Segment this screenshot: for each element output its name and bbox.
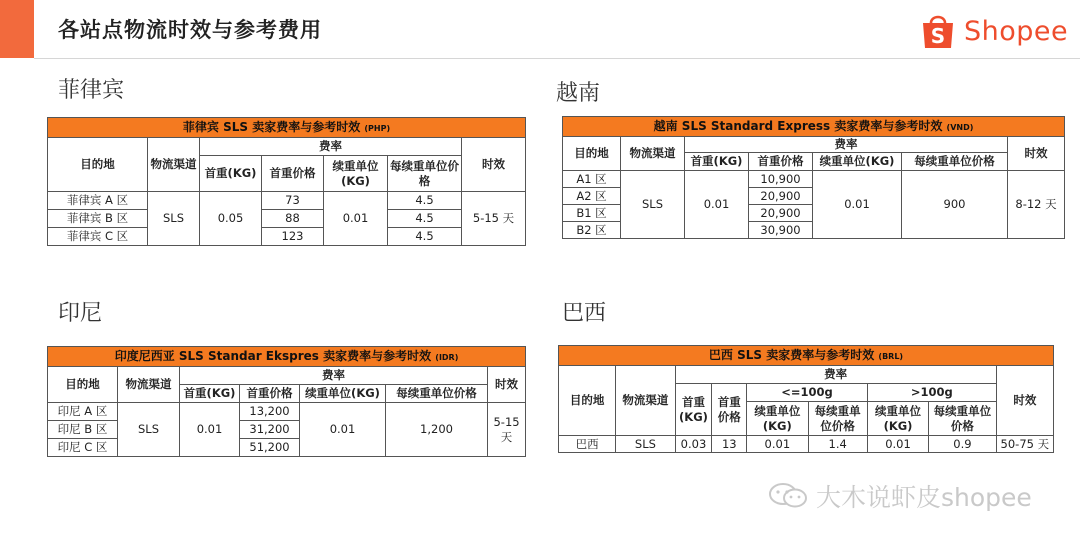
ph-header-time: 时效: [462, 138, 526, 192]
svg-text:S: S: [930, 24, 946, 48]
id-header-cont-price: 每续重单位价格: [386, 385, 488, 403]
br-first-price: 13: [712, 436, 747, 453]
table-row: [48, 228, 526, 246]
logo-text: Shopee: [964, 16, 1069, 47]
id-first-price-c: 51,200: [240, 439, 300, 457]
id-header-first-price: 首重价格: [240, 385, 300, 403]
vn-table-caption: 越南 SLS Standard Express 卖家费率与参考时效 (VND): [563, 117, 1065, 137]
id-first-price-a: 13,200: [240, 403, 300, 421]
id-table-caption: 印度尼西亚 SLS Standar Ekspres 卖家费率与参考时效 (IDR): [48, 347, 526, 367]
br-header-first-price: 首重价格: [712, 384, 747, 436]
shopee-logo: [918, 10, 1068, 54]
br-dest: 巴西: [559, 436, 616, 453]
vn-first-price-b2: 30,900: [749, 222, 813, 239]
watermark: [768, 478, 1068, 512]
br-rate-table: [558, 345, 1054, 453]
id-first-weight: 0.01: [180, 403, 240, 457]
vn-rate-table: [562, 116, 1065, 239]
id-header-first-weight: 首重(KG): [180, 385, 240, 403]
id-first-price-b: 31,200: [240, 421, 300, 439]
table-row: [48, 403, 526, 421]
id-channel: SLS: [118, 403, 180, 457]
br-le-price: 1.4: [808, 436, 867, 453]
ph-first-price-a: 73: [262, 192, 324, 210]
br-header-gt-price: 每续重单位价格: [929, 402, 996, 436]
id-header-cont-unit: 续重单位(KG): [300, 385, 386, 403]
vn-header-cont-price: 每续重单位价格: [902, 153, 1008, 171]
section-label-ph: 菲律宾: [58, 78, 125, 103]
br-gt-price: 0.9: [929, 436, 996, 453]
vn-header-rate: 费率: [685, 137, 1008, 153]
vn-dest-b1: B1 区: [563, 205, 621, 222]
id-dest-c: 印尼 C 区: [48, 439, 118, 457]
ph-first-price-c: 123: [262, 228, 324, 246]
vn-time: 8-12 天: [1008, 171, 1065, 239]
vn-dest-a2: A2 区: [563, 188, 621, 205]
section-label-br: 巴西: [562, 301, 607, 326]
vn-first-weight: 0.01: [685, 171, 749, 239]
table-row: [48, 192, 526, 210]
ph-cont-price-b: 4.5: [388, 210, 462, 228]
ph-header-cont-unit: 续重单位(KG): [324, 156, 388, 192]
ph-rate-table: [47, 117, 526, 246]
ph-header-first-weight: 首重(KG): [200, 156, 262, 192]
br-header-channel: 物流渠道: [616, 366, 675, 436]
br-header-first-weight: 首重(KG): [675, 384, 712, 436]
vn-header-channel: 物流渠道: [621, 137, 685, 171]
ph-header-dest: 目的地: [48, 138, 148, 192]
vn-channel: SLS: [621, 171, 685, 239]
table-row: [559, 436, 1054, 453]
id-cont-unit: 0.01: [300, 403, 386, 457]
br-table-caption: 巴西 SLS 卖家费率与参考时效 (BRL): [559, 346, 1054, 366]
br-le-unit: 0.01: [747, 436, 808, 453]
br-gt-unit: 0.01: [867, 436, 928, 453]
ph-first-weight: 0.05: [200, 192, 262, 246]
ph-channel: SLS: [148, 192, 200, 246]
ph-header-cont-price: 每续重单位价格: [388, 156, 462, 192]
ph-header-rate: 费率: [200, 138, 462, 156]
br-header-le-unit: 续重单位(KG): [747, 402, 808, 436]
section-label-id: 印尼: [58, 301, 103, 326]
ph-dest-a: 菲律宾 A 区: [48, 192, 148, 210]
section-label-vn: 越南: [556, 81, 601, 106]
wechat-icon: [768, 482, 810, 510]
vn-first-price-b1: 20,900: [749, 205, 813, 222]
page-title: 各站点物流时效与参考费用: [58, 18, 322, 42]
br-header-le-price: 每续重单位价格: [808, 402, 867, 436]
vn-header-dest: 目的地: [563, 137, 621, 171]
br-header-time: 时效: [996, 366, 1053, 436]
ph-cont-price-a: 4.5: [388, 192, 462, 210]
br-header-gt100: >100g: [867, 384, 996, 402]
id-dest-a: 印尼 A 区: [48, 403, 118, 421]
vn-cont-unit: 0.01: [813, 171, 902, 239]
id-cont-price: 1,200: [386, 403, 488, 457]
vn-header-cont-unit: 续重单位(KG): [813, 153, 902, 171]
br-time: 50-75 天: [996, 436, 1053, 453]
vn-dest-b2: B2 区: [563, 222, 621, 239]
ph-dest-b: 菲律宾 B 区: [48, 210, 148, 228]
vn-dest-a1: A1 区: [563, 171, 621, 188]
br-header-gt-unit: 续重单位(KG): [867, 402, 928, 436]
vn-header-first-weight: 首重(KG): [685, 153, 749, 171]
ph-cont-unit: 0.01: [324, 192, 388, 246]
ph-header-channel: 物流渠道: [148, 138, 200, 192]
br-header-le100: <=100g: [747, 384, 868, 402]
ph-dest-c: 菲律宾 C 区: [48, 228, 148, 246]
br-header-rate: 费率: [675, 366, 996, 384]
watermark-text: 大木说虾皮shopee: [816, 483, 1032, 512]
id-rate-table: [47, 346, 526, 457]
id-dest-b: 印尼 B 区: [48, 421, 118, 439]
ph-table-caption: 菲律宾 SLS 卖家费率与参考时效 (PHP): [48, 118, 526, 138]
br-first-weight: 0.03: [675, 436, 712, 453]
vn-cont-price: 900: [902, 171, 1008, 239]
ph-header-first-price: 首重价格: [262, 156, 324, 192]
br-channel: SLS: [616, 436, 675, 453]
id-header-channel: 物流渠道: [118, 367, 180, 403]
table-row: [563, 171, 1065, 188]
id-header-dest: 目的地: [48, 367, 118, 403]
ph-cont-price-c: 4.5: [388, 228, 462, 246]
vn-header-time: 时效: [1008, 137, 1065, 171]
id-header-rate: 费率: [180, 367, 488, 385]
br-header-dest: 目的地: [559, 366, 616, 436]
ph-time: 5-15 天: [462, 192, 526, 246]
vn-first-price-a2: 20,900: [749, 188, 813, 205]
title-accent-bar: [0, 0, 34, 58]
id-header-time: 时效: [488, 367, 526, 403]
title-divider: [34, 58, 1080, 59]
shopee-bag-icon: [920, 12, 956, 50]
vn-header-first-price: 首重价格: [749, 153, 813, 171]
vn-first-price-a1: 10,900: [749, 171, 813, 188]
table-row: [48, 210, 526, 228]
id-time: 5-15 天: [488, 403, 526, 457]
ph-first-price-b: 88: [262, 210, 324, 228]
